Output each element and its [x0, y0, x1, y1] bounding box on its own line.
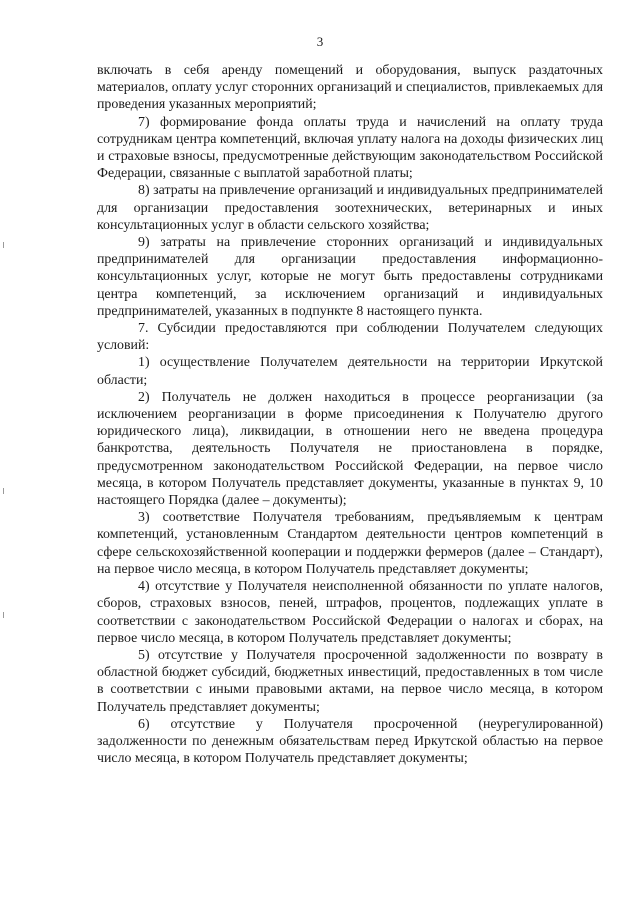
margin-mark — [3, 612, 4, 618]
paragraph-condition-3: 3) соответствие Получателя требованиям, предъявляемым к центрам компетенций, установленным Стандартом деятельности центров компетенций в сфере сельскохозяйственной кооперации и поддержки фермеров (далее – Стандарт), на первое число месяца, в котором Получатель представляет документы; — [97, 510, 603, 577]
document-body — [97, 62, 603, 767]
paragraph-item-8: 8) затраты на привлечение организаций и индивидуальных предпринимателей для организации предоставления зоотехнических, ветеринарных и иных консультационных услуг в области сельского хозяйства; — [97, 183, 603, 233]
paragraph-condition-1: 1) осуществление Получателем деятельности на территории Иркутской области; — [97, 355, 603, 388]
paragraph-continuation: включать в себя аренду помещений и оборудования, выпуск раздаточных материалов, оплату услуг сторонних организаций и специалистов, привлекаемых для проведения указанных мероприятий; — [97, 63, 603, 113]
margin-mark — [3, 488, 4, 494]
paragraph-condition-2: 2) Получатель не должен находиться в процессе реорганизации (за исключением реорганизации в форме присоединения к Получателю другого юридического лица), ликвидации, в отношении него не введена процедура банкротства, деятельность Получателя не приостановлена в порядке, предусмотренном законодательством Российской Федерации, на первое число месяца, в котором Получатель представляет документы, указанные в пунктах 9, 10 настоящего Порядка (далее – документы); — [97, 389, 603, 509]
paragraph-condition-4: 4) отсутствие у Получателя неисполненной обязанности по уплате налогов, сборов, страховых взносов, пеней, штрафов, процентов, подлежащих уплате в соответствии с законодательством Российской Федерации о налогах и сборах, на первое число месяца, в котором Получатель представляет документы; — [97, 579, 603, 646]
paragraph-condition-5: 5) отсутствие у Получателя просроченной задолженности по возврату в областной бюджет субсидий, бюджетных инвестиций, предоставленных в том числе в соответствии с иными правовыми актами, на первое число месяца, в котором Получатель представляет документы; — [97, 647, 603, 715]
paragraph-clause-7: 7. Субсидии предоставляются при соблюдении Получателем следующих условий: — [97, 321, 603, 354]
paragraph-item-7: 7) формирование фонда оплаты труда и начислений на оплату труда сотрудникам центра компетенций, включая уплату налога на доходы физических лиц и страховые взносы, предусмотренные действующим законодательством Российской Федерации, связанные с выплатой заработной платы; — [97, 114, 603, 182]
paragraph-condition-6: 6) отсутствие у Получателя просроченной (неурегулированной) задолженности по денежным обязательствам перед Иркутской областью на первое число месяца, в котором Получатель представляет документы; — [97, 716, 603, 767]
page-number: 3 — [316, 34, 324, 49]
margin-mark — [3, 242, 4, 248]
paragraph-item-9: 9) затраты на привлечение сторонних организаций и индивидуальных предпринимателей для организации предоставления информационно-консультационных услуг, которые не могут быть предоставлены сотрудниками центра компетенций, за исключением организаций и индивидуальных предпринимателей, указанных в подпункте 8 настоящего пункта. — [97, 235, 603, 319]
